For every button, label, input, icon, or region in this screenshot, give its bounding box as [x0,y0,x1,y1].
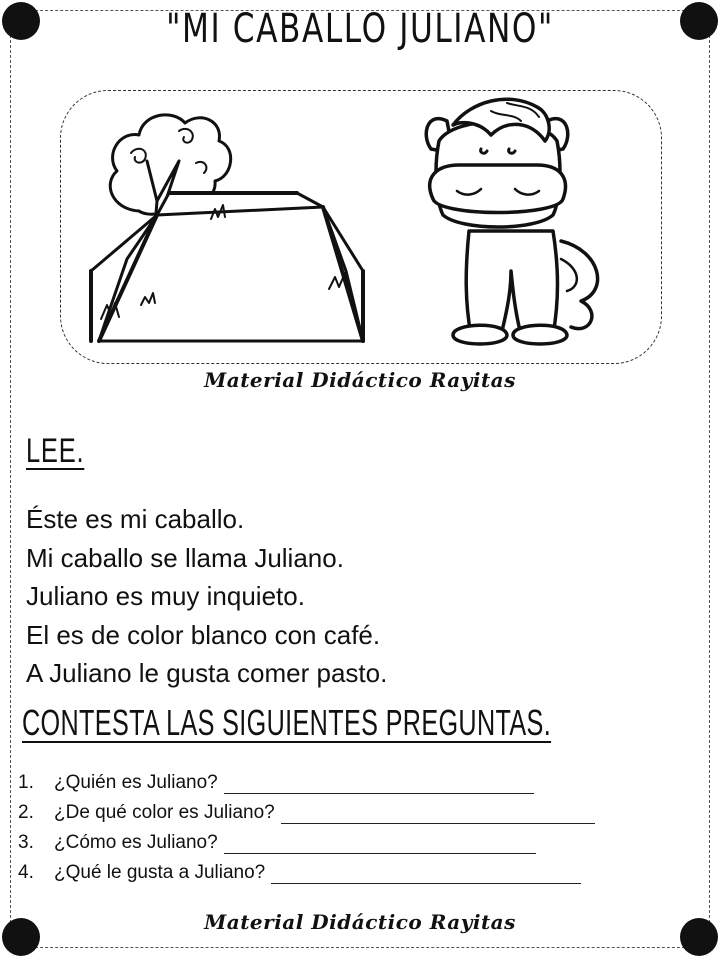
reading-line: El es de color blanco con café. [26,619,381,650]
reading-passage [26,500,387,693]
read-heading: LEE. [26,432,85,470]
question-text: ¿De qué color es Juliano? [54,802,275,823]
answer-line[interactable] [224,835,536,854]
corner-decoration [2,2,40,40]
questions-heading: CONTESTA LAS SIGUIENTES PREGUNTAS. [22,702,552,743]
publisher-brand: Material Didáctico Rayitas [204,910,516,934]
reading-line: Juliano es muy inquieto. [26,581,305,611]
question-text: ¿Qué le gusta a Juliano? [54,862,266,883]
illustration-panel [61,91,663,365]
answer-line[interactable] [224,775,534,794]
illustration-frame [60,90,662,364]
reading-line: Mi caballo se llama Juliano. [26,542,344,573]
question-item [18,824,595,854]
answer-line[interactable] [281,805,595,824]
worksheet-title: "MI CABALLO JULIANO" [166,6,554,52]
question-item [18,794,595,824]
corner-decoration [680,2,718,40]
answer-line[interactable] [271,865,581,884]
tree-and-fenced-field-icon [91,115,363,341]
question-number: 3. [18,832,34,853]
question-list [18,764,595,884]
horse-icon [426,99,597,344]
publisher-brand: Material Didáctico Rayitas [204,368,516,392]
reading-line: A Juliano le gusta comer pasto. [26,658,388,688]
reading-line: Éste es mi caballo. [26,504,245,534]
question-number: 4. [18,862,34,883]
question-number: 1. [18,772,34,793]
question-text: ¿Quién es Juliano? [54,772,218,793]
question-number: 2. [18,802,34,823]
question-item [18,764,595,794]
question-text: ¿Cómo es Juliano? [54,832,218,853]
question-item [18,854,595,884]
